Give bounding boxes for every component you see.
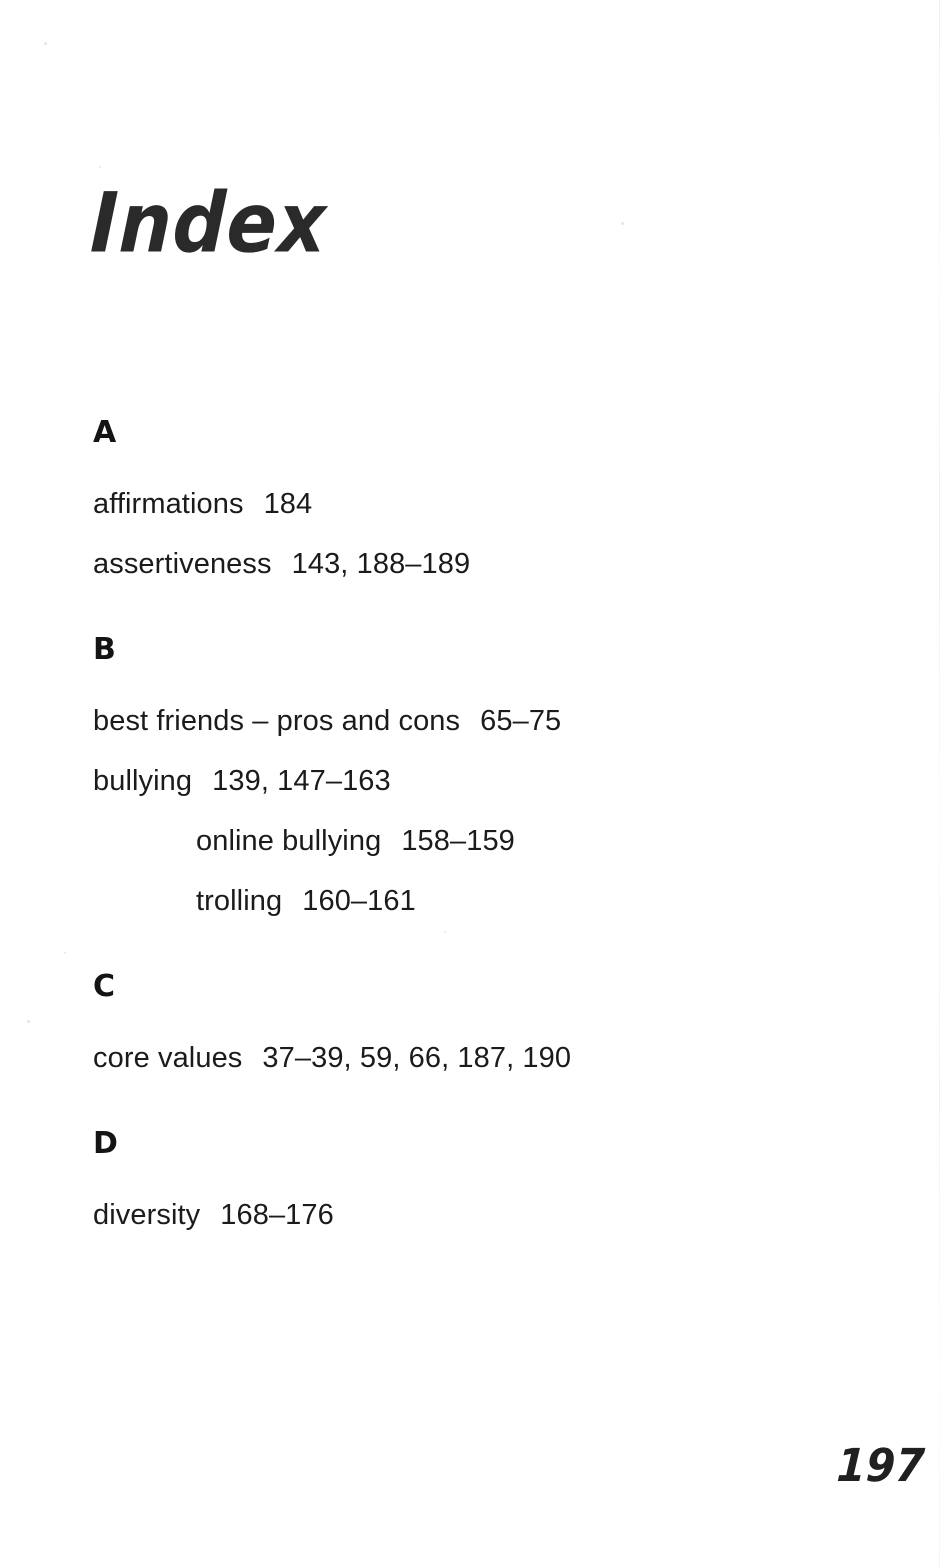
index-section-d [93, 1126, 873, 1231]
entry-term: trolling [196, 885, 283, 917]
scan-speck [64, 952, 66, 954]
index-entry [93, 707, 873, 736]
scan-speck [44, 42, 47, 45]
scan-speck [27, 1020, 30, 1023]
entry-pages: 65–75 [480, 705, 562, 737]
index-entry [93, 767, 873, 796]
index-entry [93, 550, 873, 579]
scan-speck [99, 166, 101, 168]
index-entry [93, 1201, 873, 1230]
section-letter-heading: C [93, 969, 116, 1004]
index-section-a [93, 415, 873, 580]
entry-pages: 158–159 [401, 825, 515, 857]
entry-term: bullying [93, 765, 193, 797]
section-letter-heading: B [93, 632, 117, 667]
entry-term: assertiveness [93, 548, 272, 580]
entry-pages: 139, 147–163 [212, 765, 391, 797]
index-entry [93, 1044, 873, 1073]
page-title: Index [88, 174, 329, 272]
page-number: 197 [835, 1438, 926, 1492]
entry-pages: 184 [263, 488, 313, 520]
index-subentry [196, 827, 873, 856]
entry-pages: 143, 188–189 [291, 548, 471, 580]
entry-pages: 37–39, 59, 66, 187, 190 [262, 1042, 572, 1074]
entry-term: diversity [93, 1199, 201, 1231]
index-section-b [93, 632, 873, 917]
entry-term: affirmations [93, 488, 244, 520]
index-entries-container [93, 415, 873, 1231]
entry-pages: 168–176 [220, 1199, 334, 1231]
index-entry [93, 490, 873, 519]
entry-term: best friends – pros and cons [93, 705, 461, 737]
scanner-artifact-line [939, 0, 940, 1568]
section-letter-heading: A [93, 415, 117, 450]
index-subentry [196, 887, 873, 916]
scan-speck [621, 222, 624, 225]
entry-term: core values [93, 1042, 243, 1074]
entry-pages: 160–161 [302, 885, 416, 917]
section-letter-heading: D [93, 1126, 119, 1161]
entry-term: online bullying [196, 825, 382, 857]
index-section-c [93, 969, 873, 1074]
